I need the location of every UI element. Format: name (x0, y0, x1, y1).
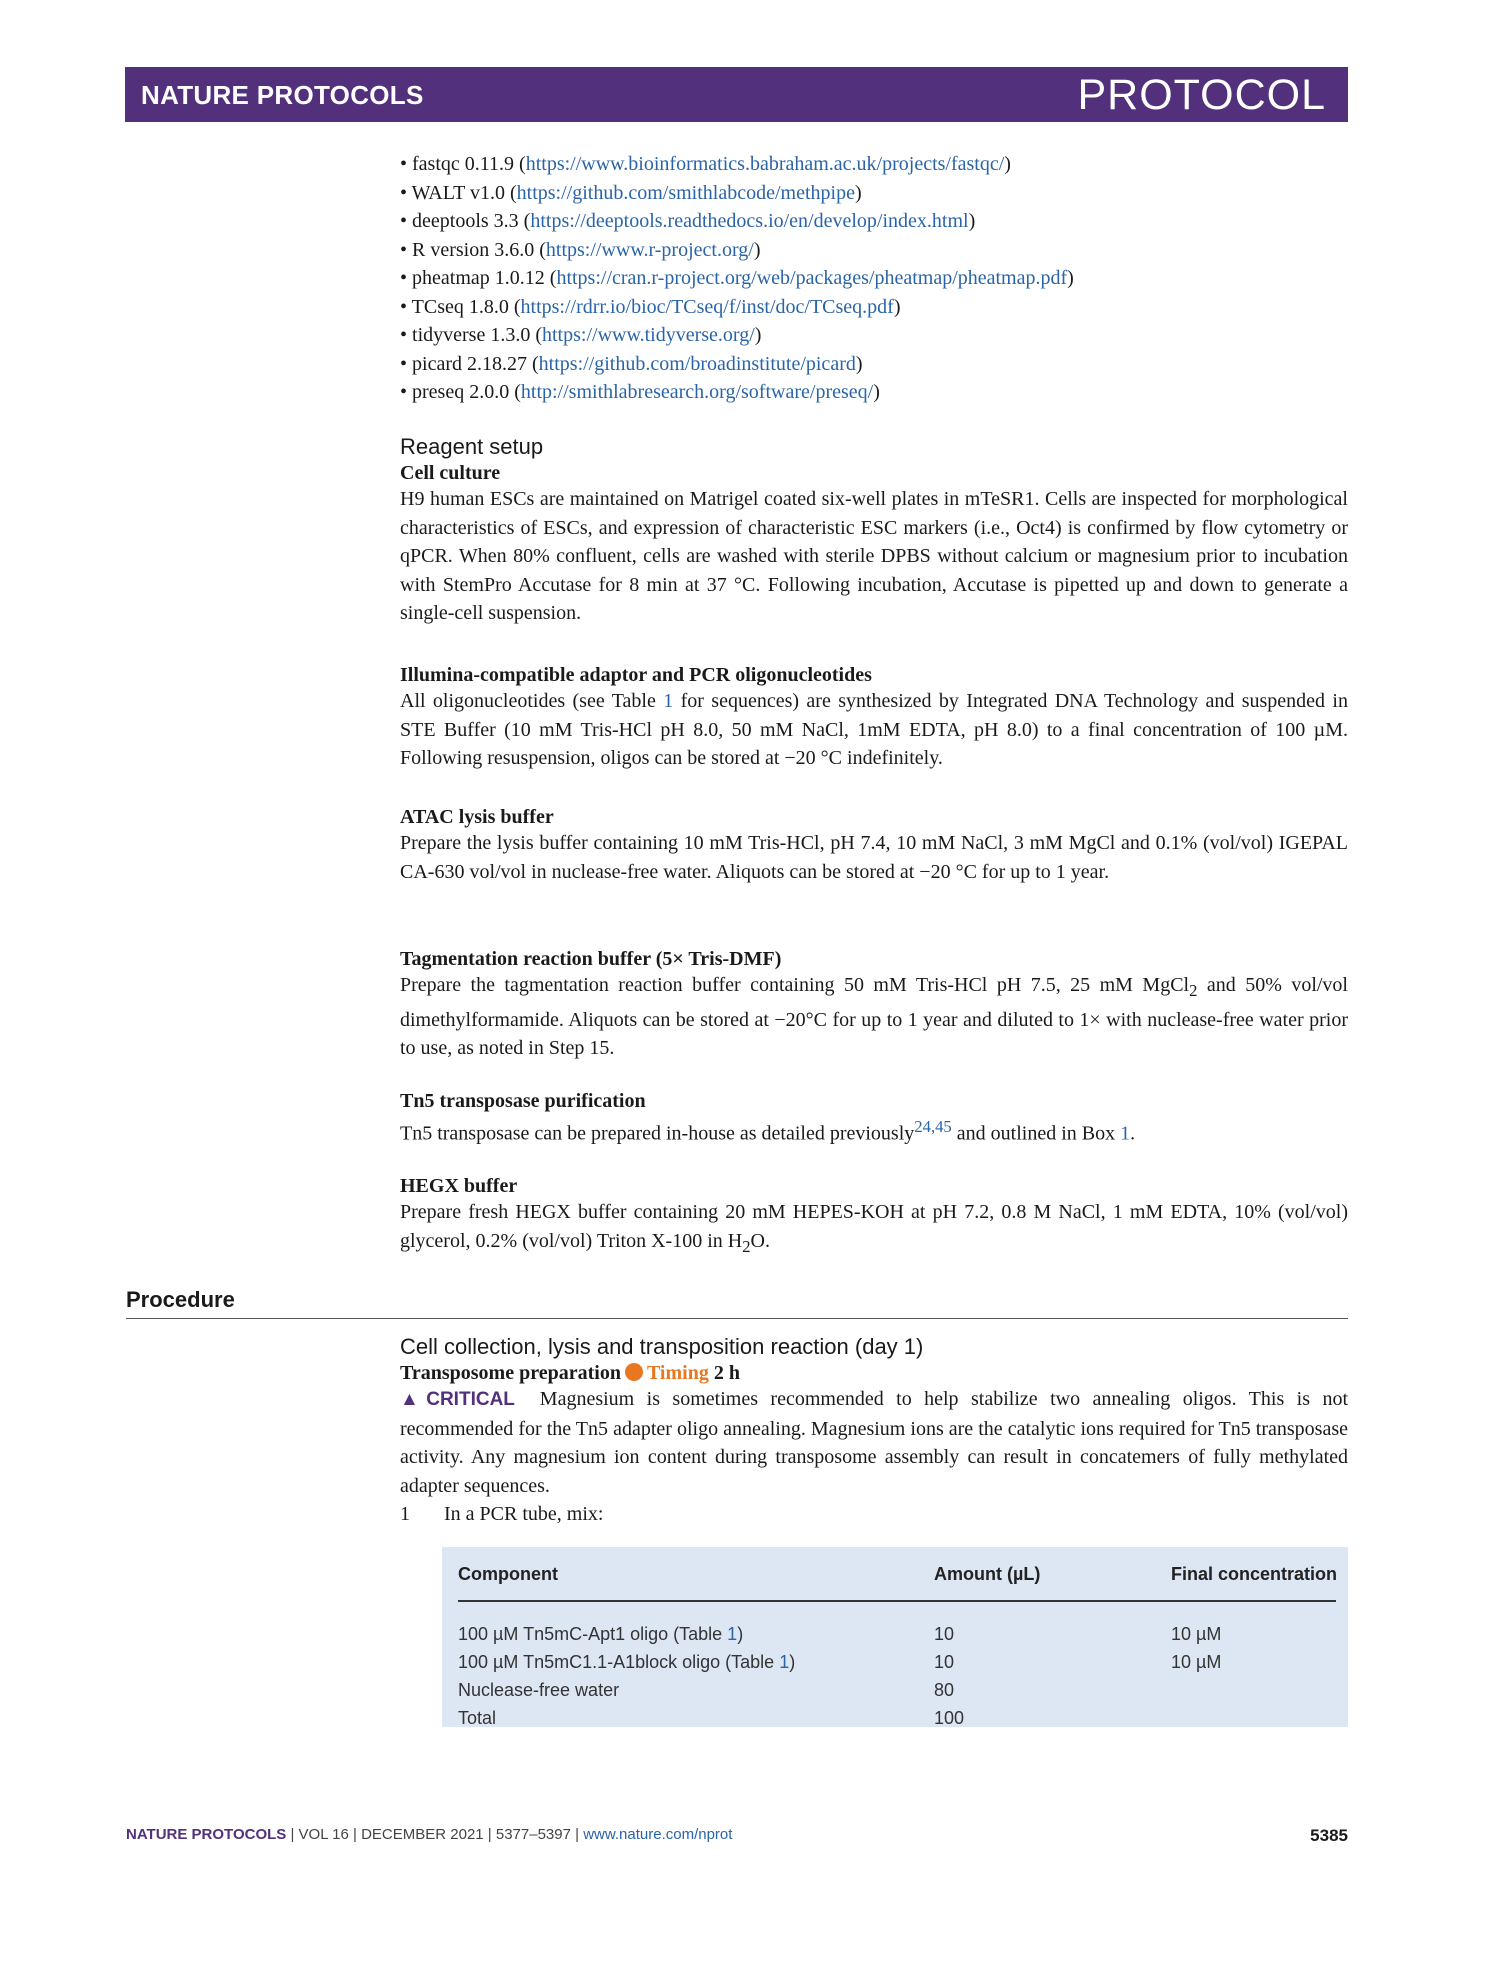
tn5-section (400, 1090, 1348, 1148)
citation-link[interactable]: 24,45 (914, 1117, 952, 1136)
procedure-heading: Procedure (126, 1287, 235, 1312)
page-footer: NATURE PROTOCOLS | VOL 16 | DECEMBER 2021 | 5377–5397 | www.nature.com/nprot 5385 (126, 1826, 1348, 1845)
list-item: • tidyverse 1.3.0 (https://www.tidyverse.org/) (400, 324, 762, 346)
box-reference-link[interactable]: 1 (1120, 1122, 1131, 1145)
software-link[interactable]: https://github.com/broadinstitute/picard (538, 352, 856, 375)
footer-date: DECEMBER 2021 (361, 1826, 484, 1843)
list-item: • R version 3.6.0 (https://www.r-project.org/) (400, 238, 761, 261)
table-header: Amount (µL) (934, 1564, 1041, 1584)
software-list (400, 150, 1348, 407)
list-item: • fastqc 0.11.9 (https://www.bioinformatics.babraham.ac.uk/projects/fastqc/) (400, 153, 1011, 175)
software-link[interactable]: https://www.bioinformatics.babraham.ac.uk/projects/fastqc/ (525, 153, 1005, 175)
oligos-section (400, 664, 1348, 773)
table-cell: 10 (934, 1652, 955, 1672)
subsection-heading: ATAC lysis buffer (400, 806, 554, 828)
critical-label: ▲CRITICAL (400, 1389, 515, 1410)
reagent-setup-section (400, 434, 1348, 628)
timing-dot-icon (625, 1363, 643, 1381)
list-item: • deeptools 3.3 (https://deeptools.readthedocs.io/en/develop/index.html) (400, 210, 976, 232)
journal-header (125, 67, 1348, 122)
critical-note: ▲CRITICAL Magnesium is sometimes recommended to help stabilize two annealing oligos. This is not recommended for the Tn5 adapter oligo annealing. Magnesium ions are the catalytic ions required for Tn5 transposase activity. Any magnesium ion content during transposome assembly can result in concatemers of fully methylated adapter sequences. (400, 1388, 1348, 1497)
list-item: • TCseq 1.8.0 (https://rdrr.io/bioc/TCseq/f/inst/doc/TCseq.pdf) (400, 295, 901, 318)
list-item: • picard 2.18.27 (https://github.com/broadinstitute/picard) (400, 352, 863, 375)
table-reference-link[interactable]: 1 (663, 690, 674, 712)
software-link[interactable]: https://rdrr.io/bioc/TCseq/f/inst/doc/TCseq.pdf (520, 295, 894, 318)
article-type: PROTOCOL (1077, 71, 1326, 119)
subsection-heading: Tn5 transposase purification (400, 1090, 646, 1112)
atac-lysis-section (400, 806, 1348, 886)
paragraph: Prepare the tagmentation reaction buffer containing 50 mM Tris-HCl pH 7.5, 25 mM MgCl$_2$ and 50% vol/vol dimethylformamide. Aliquots can be stored at −20°C for up to 1 year and diluted to 1× with nuclease-free water prior to use, as noted in Step 15. (400, 974, 1348, 1059)
list-item: • pheatmap 1.0.12 (https://cran.r-project.org/web/packages/pheatmap/pheatmap.pdf) (400, 267, 1074, 289)
paragraph: H9 human ESCs are maintained on Matrigel coated six-well plates in mTeSR1. Cells are inspected for morphological characteristics of ESCs, and expression of characteristic ESC markers (i.e., Oct4) is confirmed by flow cytometry or qPCR. When 80% confluent, cells are washed with sterile DPBS without calcium or magnesium prior to incubation with StemPro Accutase for 8 min at 37 °C. Following incubation, Accutase is pipetted up and down to generate a single-cell suspension. (400, 488, 1348, 624)
step-1: 1 In a PCR tube, mix: (400, 1503, 604, 1525)
table-cell: 100 (934, 1708, 965, 1728)
software-link[interactable]: https://deeptools.readthedocs.io/en/develop/index.html (530, 210, 969, 232)
subsection-heading: Illumina-compatible adaptor and PCR oligonucleotides (400, 664, 872, 686)
footer-url-link[interactable]: www.nature.com/nprot (583, 1826, 733, 1843)
paragraph: All oligonucleotides (see Table 1 for sequences) are synthesized by Integrated DNA Technology and suspended in STE Buffer (10 mM Tris-HCl pH 8.0, 50 mM NaCl, 1mM EDTA, pH 8.0) to a final concentration of 100 µM. Following resuspension, oligos can be stored at −20 °C indefinitely. (400, 690, 1348, 769)
table-cell: 10 (934, 1624, 955, 1644)
table-cell: 100 µM Tn5mC-Apt1 oligo (Table 1) (458, 1624, 744, 1644)
tagmentation-section (400, 948, 1348, 1063)
table-header: Final concentration (1171, 1564, 1338, 1584)
section-heading: Reagent setup (400, 434, 544, 459)
table-cell: Nuclease-free water (458, 1680, 620, 1700)
table-cell: 80 (934, 1680, 955, 1700)
table-cell: 100 µM Tn5mC1.1-A1block oligo (Table 1) (458, 1652, 796, 1672)
software-link[interactable]: http://smithlabresearch.org/software/preseq/ (520, 381, 874, 403)
mix-table (442, 1547, 1348, 1727)
subsection-heading: Transposome preparation Timing 2 h (400, 1362, 740, 1384)
subsection-heading: HEGX buffer (400, 1175, 518, 1197)
table-cell: 10 µM (1171, 1652, 1222, 1672)
divider (126, 1318, 1348, 1319)
table-reference-link[interactable]: 1 (779, 1652, 790, 1672)
software-link[interactable]: https://www.r-project.org/ (545, 238, 754, 261)
paragraph: Prepare fresh HEGX buffer containing 20 mM HEPES-KOH at pH 7.2, 0.8 M NaCl, 1 mM EDTA, 10% (vol/vol) glycerol, 0.2% (vol/vol) Triton X-100 in $H_2O$. (400, 1201, 1348, 1256)
table-rule (458, 1600, 1336, 1602)
hegx-section (400, 1175, 1348, 1261)
footer-journal: NATURE PROTOCOLS (126, 1826, 287, 1843)
procedure-section (400, 1334, 1348, 1529)
subsection-heading: Cell culture (400, 462, 501, 484)
list-item: • WALT v1.0 (https://github.com/smithlabcode/methpipe) (400, 181, 862, 204)
paragraph: Prepare the lysis buffer containing 10 mM Tris-HCl, pH 7.4, 10 mM NaCl, 3 mM MgCl and 0.1% (vol/vol) IGEPAL CA-630 vol/vol in nuclease-free water. Aliquots can be stored at −20 °C for up to 1 year. (400, 832, 1348, 883)
journal-name: NATURE PROTOCOLS (141, 80, 424, 110)
page-number: 5385 (1310, 1826, 1348, 1845)
footer-pages: 5377–5397 (495, 1826, 571, 1843)
section-heading: Cell collection, lysis and transposition reaction (day 1) (400, 1334, 924, 1359)
table-cell: 10 µM (1171, 1624, 1222, 1644)
footer-volume: VOL 16 (298, 1826, 349, 1843)
software-link[interactable]: https://github.com/smithlabcode/methpipe (516, 181, 855, 204)
paragraph: Tn5 transposase can be prepared in-house as detailed previously$^{24,45}$ and outlined in Box 1. (400, 1117, 1136, 1145)
subsection-heading: Tagmentation reaction buffer (5× Tris-DMF) (400, 948, 782, 970)
software-link[interactable]: https://cran.r-project.org/web/packages/pheatmap/pheatmap.pdf (556, 267, 1068, 289)
table-cell: Total (458, 1708, 497, 1728)
software-link[interactable]: https://www.tidyverse.org/ (542, 324, 755, 346)
list-item: • preseq 2.0.0 (http://smithlabresearch.org/software/preseq/) (400, 381, 880, 403)
table-header: Component (458, 1564, 558, 1584)
table-reference-link[interactable]: 1 (727, 1624, 738, 1644)
